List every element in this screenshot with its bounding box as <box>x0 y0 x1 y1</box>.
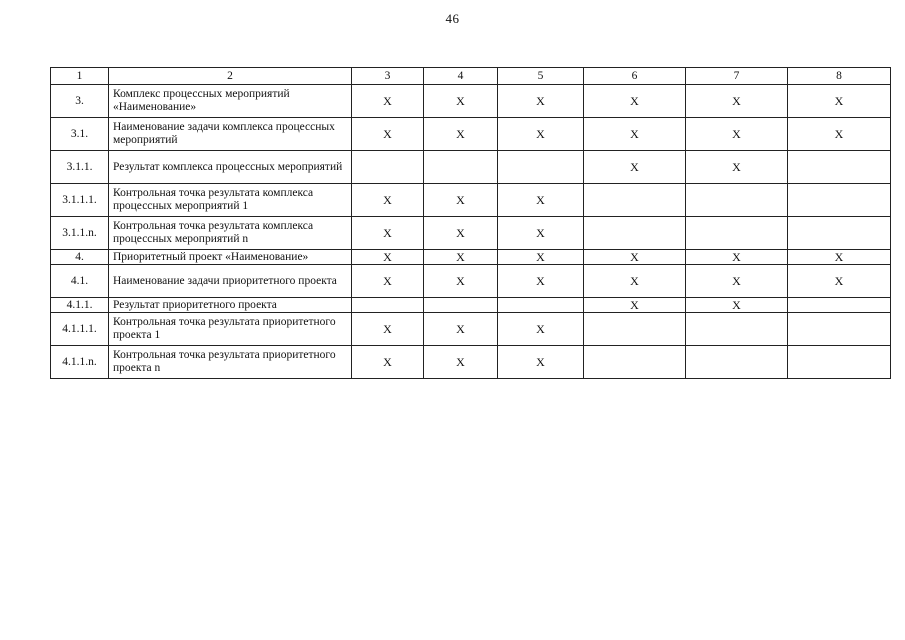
row-number: 3. <box>51 85 109 118</box>
mark-cell: X <box>584 118 686 151</box>
mark-cell <box>584 313 686 346</box>
mark-cell <box>584 346 686 379</box>
mark-cell <box>788 151 891 184</box>
row-name: Комплекс процессных мероприятий «Наименование» <box>109 85 352 118</box>
row-name: Результат приоритетного проекта <box>109 298 352 313</box>
mark-cell: X <box>498 184 584 217</box>
column-header: 6 <box>584 68 686 85</box>
column-header: 4 <box>424 68 498 85</box>
row-name: Контрольная точка результата приоритетного проекта n <box>109 346 352 379</box>
row-number: 3.1.1. <box>51 151 109 184</box>
mark-cell: X <box>352 265 424 298</box>
mark-cell: X <box>686 85 788 118</box>
mark-cell: X <box>352 85 424 118</box>
column-header: 8 <box>788 68 891 85</box>
mark-cell: X <box>498 217 584 250</box>
mark-cell: X <box>788 265 891 298</box>
row-number: 3.1.1.n. <box>51 217 109 250</box>
table-row <box>51 250 891 265</box>
mark-cell: X <box>424 85 498 118</box>
mark-cell: X <box>498 346 584 379</box>
mark-cell: X <box>424 217 498 250</box>
mark-cell: X <box>424 313 498 346</box>
mark-cell: X <box>498 265 584 298</box>
mark-cell: X <box>686 298 788 313</box>
mark-cell: X <box>584 250 686 265</box>
events-table <box>50 67 891 379</box>
row-number: 4.1. <box>51 265 109 298</box>
mark-cell: X <box>584 151 686 184</box>
row-name: Результат комплекса процессных мероприятий <box>109 151 352 184</box>
mark-cell: X <box>498 118 584 151</box>
row-number: 3.1. <box>51 118 109 151</box>
mark-cell: X <box>686 250 788 265</box>
mark-cell: X <box>352 217 424 250</box>
table-row <box>51 298 891 313</box>
mark-cell <box>686 346 788 379</box>
column-header: 7 <box>686 68 788 85</box>
mark-cell: X <box>788 85 891 118</box>
mark-cell: X <box>352 313 424 346</box>
mark-cell: X <box>584 298 686 313</box>
row-number: 4.1.1. <box>51 298 109 313</box>
table-row <box>51 265 891 298</box>
row-number: 4.1.1.1. <box>51 313 109 346</box>
mark-cell <box>584 217 686 250</box>
table-row <box>51 184 891 217</box>
row-name: Контрольная точка результата комплекса процессных мероприятий n <box>109 217 352 250</box>
mark-cell: X <box>352 118 424 151</box>
mark-cell <box>788 298 891 313</box>
mark-cell: X <box>686 151 788 184</box>
mark-cell <box>686 313 788 346</box>
row-name: Наименование задачи комплекса процессных мероприятий <box>109 118 352 151</box>
mark-cell: X <box>788 250 891 265</box>
row-name: Наименование задачи приоритетного проекта <box>109 265 352 298</box>
table-row <box>51 118 891 151</box>
mark-cell <box>424 151 498 184</box>
mark-cell: X <box>686 265 788 298</box>
mark-cell: X <box>424 346 498 379</box>
row-number: 4.1.1.n. <box>51 346 109 379</box>
mark-cell: X <box>424 184 498 217</box>
table-row <box>51 151 891 184</box>
column-header: 3 <box>352 68 424 85</box>
mark-cell <box>686 184 788 217</box>
mark-cell <box>788 313 891 346</box>
mark-cell: X <box>352 184 424 217</box>
column-header: 2 <box>109 68 352 85</box>
table-row <box>51 346 891 379</box>
table-row <box>51 85 891 118</box>
mark-cell: X <box>498 250 584 265</box>
table-row <box>51 313 891 346</box>
mark-cell <box>424 298 498 313</box>
mark-cell <box>788 184 891 217</box>
mark-cell <box>498 151 584 184</box>
mark-cell <box>352 298 424 313</box>
mark-cell: X <box>352 250 424 265</box>
mark-cell: X <box>424 250 498 265</box>
mark-cell: X <box>424 265 498 298</box>
mark-cell <box>352 151 424 184</box>
mark-cell <box>584 184 686 217</box>
mark-cell: X <box>352 346 424 379</box>
mark-cell <box>788 346 891 379</box>
mark-cell <box>686 217 788 250</box>
column-header: 1 <box>51 68 109 85</box>
mark-cell <box>788 217 891 250</box>
page-number: 46 <box>445 11 460 26</box>
mark-cell: X <box>498 85 584 118</box>
mark-cell: X <box>584 265 686 298</box>
mark-cell: X <box>686 118 788 151</box>
mark-cell: X <box>424 118 498 151</box>
row-name: Приоритетный проект «Наименование» <box>109 250 352 265</box>
mark-cell: X <box>788 118 891 151</box>
row-name: Контрольная точка результата приоритетного проекта 1 <box>109 313 352 346</box>
mark-cell: X <box>498 313 584 346</box>
table-row <box>51 217 891 250</box>
row-number: 3.1.1.1. <box>51 184 109 217</box>
mark-cell: X <box>584 85 686 118</box>
table-header-row <box>51 68 891 85</box>
row-name: Контрольная точка результата комплекса процессных мероприятий 1 <box>109 184 352 217</box>
mark-cell <box>498 298 584 313</box>
column-header: 5 <box>498 68 584 85</box>
row-number: 4. <box>51 250 109 265</box>
